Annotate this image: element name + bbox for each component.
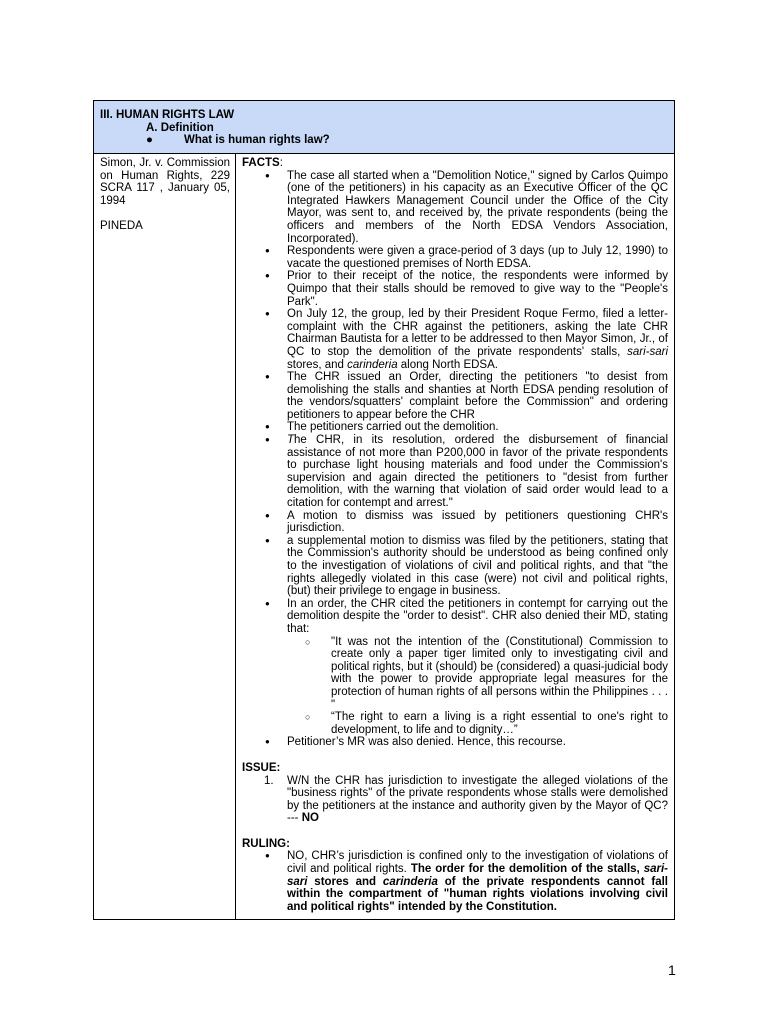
bullet-icon: ● bbox=[265, 435, 270, 445]
case-citation-cell bbox=[94, 154, 236, 919]
list-item: ● The CHR issued an Order, directing the petitioners "to desist from demolishing the stalls and shanties at North EDSA pending resolution of the vendors/squatters' complaint before the Commission" and ordering petitioners to appear before the CHR bbox=[265, 371, 668, 421]
list-item: ● The petitioners carried out the demolition. bbox=[265, 421, 499, 434]
subsection-title: A. Definition bbox=[146, 122, 214, 134]
case-row bbox=[94, 154, 674, 919]
issue-item: 1. W/N the CHR has jurisdiction to investigate the alleged violations of the "business rights" of the private respondents whose stalls were demolished by the petitioners at the instance and authority given by the Mayor of QC? --- NO bbox=[264, 774, 668, 825]
issue-answer: NO bbox=[301, 812, 319, 825]
bullet-icon: ● bbox=[265, 422, 270, 432]
bullet-icon: ● bbox=[265, 309, 270, 319]
case-digest-cell bbox=[236, 154, 674, 919]
quote-item: ○ "It was not the intention of the (Constitutional) Commission to create only a paper tiger limited only to investigating civil and political rights, but it (should) be (considered) a quasi-judicial body with the power to provide appropriate legal measures for the protection of human rights of all persons within the Philippines . . . " bbox=[305, 635, 668, 711]
quote-item: ○ “The right to earn a living is a right essential to one's right to development, to life and to dignity…” bbox=[305, 711, 668, 736]
facts-list bbox=[242, 170, 668, 749]
circle-bullet-icon: ○ bbox=[305, 636, 311, 647]
bullet-icon: ● bbox=[265, 271, 270, 281]
table-header bbox=[94, 101, 674, 154]
bullet-icon: ● bbox=[265, 598, 270, 608]
list-item: ● The case all started when a "Demolition Notice," signed by Carlos Quimpo (one of the petitioners) in his capacity as an Executive Officer of the QC Integrated Hawkers Management Council under the Office of the City Mayor, was sent to, and received by, the private respondents (being the officers and members of the North EDSA Vendors Association, Incorporated). bbox=[265, 169, 668, 245]
bullet-icon: ● bbox=[265, 851, 270, 861]
list-item: ● A motion to dismiss was issued by petitioners questioning CHR's jurisdiction. bbox=[265, 509, 668, 535]
list-item: ● On July 12, the group, led by their President Roque Fermo, filed a letter-complaint with the CHR against the petitioners, asking the late CHR Chairman Bautista for a letter to be addressed to then Mayor Simon, Jr., of QC to stop the demolition of the private respondents' stalls, sari-sari stores, and carinderia along North EDSA. bbox=[265, 308, 668, 371]
list-item: ● In an order, the CHR cited the petitioners in contempt for carrying out the demolition despite the "order to desist". CHR also denied their MD, stating that: ○ "It was not the intention of the (Constitutional) Commission to create only a paper tiger limited only to investigating civil and political rights, but it (should) be (considered) a quasi-judicial body with the power to provide appropriate legal measures for the protection of human rights of all persons within the Philippines . . . " ○ “The right to earn a living is a right essential to one's right to development, to life and to dignity…” bbox=[265, 597, 668, 736]
question-text: What is human rights law? bbox=[184, 134, 330, 146]
case-citation: Simon, Jr. v. Commission on Human Rights, 229 SCRA 117 , January 05, 1994 bbox=[100, 157, 230, 207]
bullet-icon: ● bbox=[265, 737, 270, 747]
page-number: 1 bbox=[668, 962, 676, 978]
bullet-icon: ● bbox=[265, 246, 270, 256]
list-item: ● Prior to their receipt of the notice, the respondents were informed by Quimpo that their stalls should be removed to give way to the "People's Park". bbox=[265, 270, 668, 308]
case-author: PINEDA bbox=[100, 220, 143, 233]
bullet-icon: ● bbox=[265, 372, 270, 382]
issue-number: 1. bbox=[264, 774, 274, 787]
list-item: ● Petitioner’s MR was also denied. Hence, this recourse. bbox=[265, 736, 566, 749]
ruling-item: ● NO, CHR’s jurisdiction is confined only to the investigation of violations of civil and political rights. The order for the demolition of the stalls, sari-sari stores and carinderia of the private respondents cannot fall within the compartment of "human rights violations involving civil and political rights" intended by the Constitution. bbox=[265, 850, 668, 913]
bullet-icon: ● bbox=[265, 170, 270, 180]
facts-heading: FACTS: bbox=[242, 157, 283, 169]
list-item: ● The CHR, in its resolution, ordered the disbursement of financial assistance of not more than P200,000 in favor of the private respondents to purchase light housing materials and food under the Commission's supervision and again directed the petitioners to "desist from further demolition, with the warning that violation of said order would lead to a citation for contempt and arrest." bbox=[265, 434, 668, 510]
list-item: ● Respondents were given a grace-period of 3 days (up to July 12, 1990) to vacate the questioned premises of North EDSA. bbox=[265, 245, 668, 270]
bullet-icon: ● bbox=[265, 510, 270, 520]
quote-list bbox=[287, 636, 668, 737]
bullet-icon: ● bbox=[265, 535, 270, 545]
circle-bullet-icon: ○ bbox=[305, 712, 311, 723]
bullet-icon: ● bbox=[146, 134, 153, 146]
list-item: ● a supplemental motion to dismiss was filed by the petitioners, stating that the Commission's authority should be understood as being confined only to the investigation of violations of civil and political rights, and that "the rights allegedly violated in this case (were) not civil and political rights, (but) their privilege to engage in business. bbox=[265, 534, 668, 598]
section-title: III. HUMAN RIGHTS LAW bbox=[100, 109, 235, 121]
question-line bbox=[146, 134, 330, 147]
ruling-heading: RULING: bbox=[242, 837, 290, 850]
case-table bbox=[93, 100, 675, 920]
issue-heading: ISSUE: bbox=[242, 761, 281, 774]
